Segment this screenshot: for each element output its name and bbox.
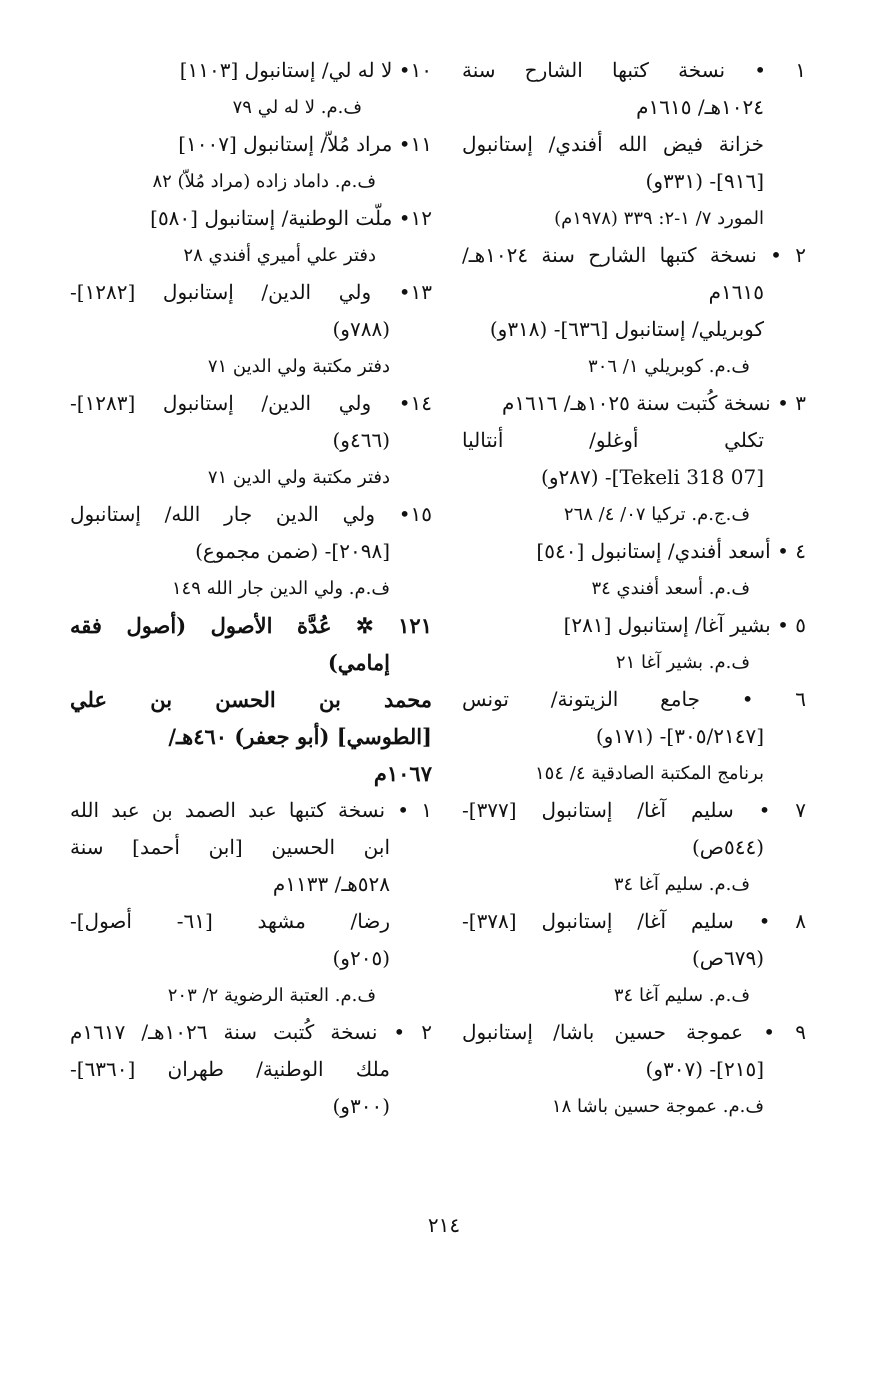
- text-line: ٧ • سليم آغا/ إستانبول [٣٧٧]-: [462, 798, 806, 822]
- text-line: برنامج المكتبة الصادقية ٤/ ١٥٤: [535, 763, 764, 784]
- text-line: محمد بن الحسن بن علي: [70, 687, 432, 712]
- text-line: ١ • نسخة كتبها الشارح سنة: [462, 58, 806, 82]
- text-line: ٨ • سليم آغا/ إستانبول [٣٧٨]-: [462, 909, 806, 933]
- text-line: ١١• مراد مُلاّ/ إستانبول [١٠٠٧]: [178, 132, 432, 156]
- text-line: (٤٦٦و): [332, 428, 390, 452]
- text-line: ف.م. بشير آغا ٢١: [615, 652, 750, 673]
- text-line: ملك الوطنية/ طهران [٦٣٦٠]-: [70, 1057, 390, 1081]
- text-line: دفتر علي أميري أفندي ٢٨: [183, 245, 376, 266]
- text-line: إمامي): [327, 650, 390, 675]
- text-line: [الطوسي] (أبو جعفر) ٤٦٠هـ/: [168, 724, 432, 749]
- text-line: (٢٠٥و): [332, 946, 390, 970]
- text-line: ٣ • نسخة كُتبت سنة ١٠٢٥هـ/ ١٦١٦م: [502, 391, 806, 415]
- text-line: ٢ • نسخة كتبها الشارح سنة ١٠٢٤هـ/: [462, 243, 806, 267]
- text-line: دفتر مكتبة ولي الدين ٧١: [207, 356, 390, 377]
- text-line: ١٠• لا له لي/ إستانبول [١١٠٣]: [179, 58, 432, 82]
- text-line: ١٣• ولي الدين/ إستانبول [١٢٨٢]-: [70, 280, 432, 304]
- text-line: ف.م. كوبريلي ١/ ٣٠٦: [588, 356, 750, 377]
- text-line: ١٢• ملّت الوطنية/ إستانبول [٥٨٠]: [150, 206, 432, 230]
- text-line: ف.م. سليم آغا ٣٤: [613, 874, 750, 895]
- text-line: ابن الحسين [ابن أحمد] سنة: [70, 835, 390, 859]
- text-line: ٥٢٨هـ/ ١١٣٣م: [272, 872, 390, 896]
- page-number: ٢١٤: [427, 1213, 461, 1237]
- text-line: ف.م. أسعد أفندي ٣٤: [591, 578, 750, 599]
- text-line: ف.ج.م. تركيا ٠٧/ ٤/ ٢٦٨: [563, 504, 750, 525]
- text-line: (٣٠٠و): [332, 1094, 390, 1118]
- text-line: رضا/ مشهد [٦١- أصول]-: [70, 909, 390, 933]
- text-line: ١٤• ولي الدين/ إستانبول [١٢٨٣]-: [70, 391, 432, 415]
- text-line: ١ • نسخة كتبها عبد الصمد بن عبد الله: [70, 798, 432, 822]
- text-line: ف.م. عموجة حسين باشا ١٨: [551, 1096, 764, 1117]
- text-line: ١٥• ولي الدين جار الله/ إستانبول: [70, 502, 432, 526]
- text-line: [٢٠٩٨]- (ضمن مجموع): [195, 539, 390, 563]
- text-line: (٦٧٩ص): [691, 946, 764, 970]
- text-line: [٩١٦]- (٣٣١و): [645, 169, 764, 193]
- text-line: ٥ • بشير آغا/ إستانبول [٢٨١]: [563, 613, 806, 637]
- text-line: ٦ • جامع الزيتونة/ تونس: [462, 687, 806, 711]
- text-line: ف.م. العتبة الرضوية ٢/ ٢٠٣: [167, 985, 376, 1006]
- text-line: ٤ • أسعد أفندي/ إستانبول [٥٤٠]: [536, 539, 806, 563]
- text-line: خزانة فيض الله أفندي/ إستانبول: [462, 132, 764, 156]
- text-line: دفتر مكتبة ولي الدين ٧١: [207, 467, 390, 488]
- text-line: ف.م. سليم آغا ٣٤: [613, 985, 750, 1006]
- text-line: المورد ٧/ ١-٢: ٣٣٩ (١٩٧٨م): [554, 208, 764, 229]
- text-line: ١٢١ ✲ عُدَّة الأصول (أصول فقه: [70, 613, 432, 638]
- left-column: [70, 52, 432, 1125]
- text-line: ١٠٢٤هـ/ ١٦١٥م: [636, 95, 764, 119]
- text-line: ٩ • عموجة حسين باشا/ إستانبول: [462, 1020, 806, 1044]
- right-column: [462, 52, 806, 1125]
- text-line: (٥٤٤ص): [691, 835, 764, 859]
- text-line: ف.م. داماد زاده (مراد مُلاّ) ٨٢: [152, 171, 376, 192]
- text-line: ٢ • نسخة كُتبت سنة ١٠٢٦هـ/ ١٦١٧م: [70, 1020, 432, 1044]
- text-line: (٧٨٨و): [332, 317, 390, 341]
- text-line: [07 Tekeli 318]- (٢٨٧و): [541, 465, 764, 489]
- text-line: [٣٠٥/٢١٤٧]- (١٧١و): [595, 724, 764, 748]
- text-line: ف.م. لا له لي ٧٩: [232, 97, 362, 118]
- text-line: ف.م. ولي الدين جار الله ١٤٩: [171, 578, 390, 599]
- text-line: [٢١٥]- (٣٠٧و): [645, 1057, 764, 1081]
- text-line: كوبريلي/ إستانبول [٦٣٦]- (٣١٨و): [489, 317, 764, 341]
- text-line: ١٠٦٧م: [373, 761, 432, 786]
- text-line: تكلي أوغلو/ أنتاليا: [462, 428, 764, 452]
- text-line: ١٦١٥م: [708, 280, 764, 304]
